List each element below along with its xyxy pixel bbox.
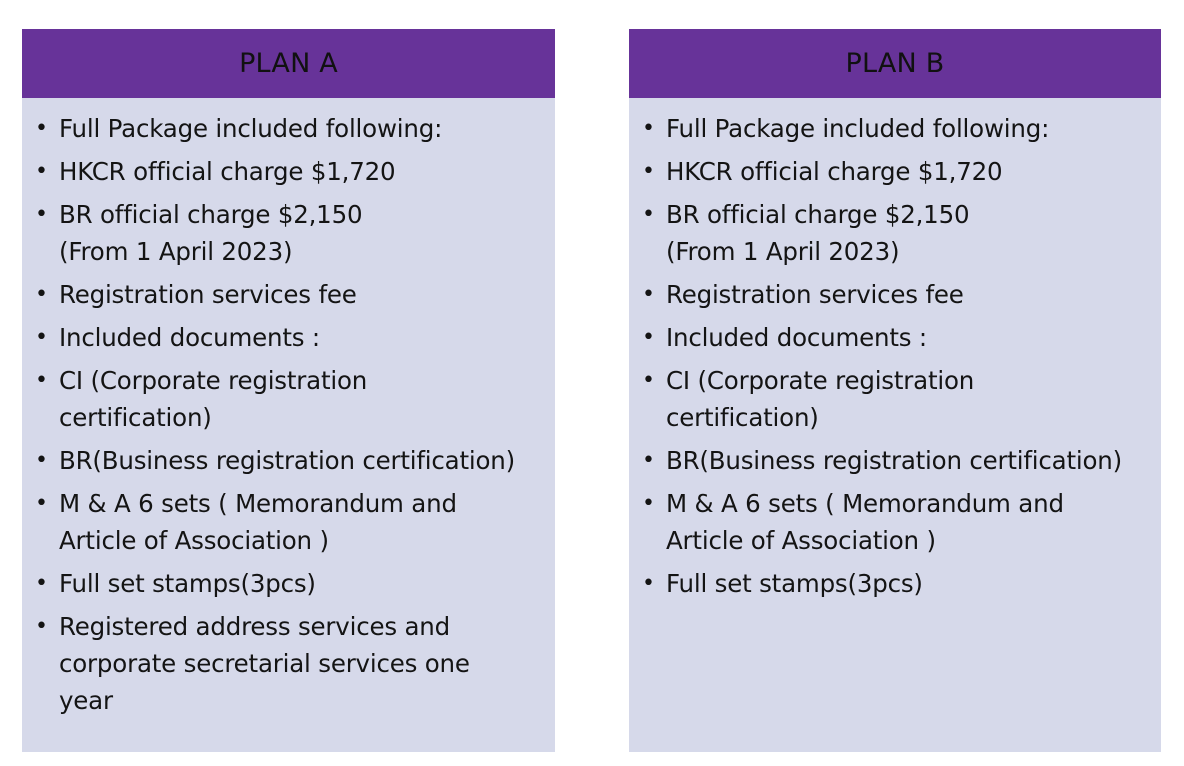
list-item (629, 153, 1161, 190)
bullet-icon: • (642, 491, 655, 516)
bullet-icon: • (35, 571, 48, 596)
list-item-text: Registration services fee (666, 280, 964, 309)
list-item (22, 110, 555, 147)
list-item-text: CI (Corporate registration certification) (59, 366, 368, 432)
list-item (22, 485, 555, 559)
bullet-icon: • (35, 116, 48, 141)
bullet-icon: • (35, 325, 48, 350)
list-item (629, 485, 1161, 559)
list-item (22, 608, 555, 719)
list-item (629, 276, 1161, 313)
bullet-icon: • (642, 202, 655, 227)
plan-a-header: PLAN A (22, 29, 555, 98)
plan-b-header: PLAN B (629, 29, 1161, 98)
list-item-text: Full set stamps(3pcs) (666, 569, 923, 598)
plan-a-feature-list (22, 98, 555, 719)
list-item (629, 319, 1161, 356)
list-item-text: CI (Corporate registration certification) (666, 366, 975, 432)
bullet-icon: • (642, 571, 655, 596)
list-item-text: M & A 6 sets ( Memorandum and Article of Association ) (666, 489, 1064, 555)
list-item-text: BR(Business registration certification) (666, 446, 1122, 475)
plan-b-card (629, 29, 1161, 752)
bullet-icon: • (642, 116, 655, 141)
list-item-text: Full set stamps(3pcs) (59, 569, 316, 598)
list-item (22, 565, 555, 602)
list-item (22, 442, 555, 479)
list-item (22, 362, 555, 436)
bullet-icon: • (35, 491, 48, 516)
list-item-text: HKCR official charge $1,720 (59, 157, 396, 186)
list-item-text: Included documents : (59, 323, 320, 352)
list-item-text: M & A 6 sets ( Memorandum and Article of Association ) (59, 489, 457, 555)
plan-a-card (22, 29, 555, 752)
list-item (22, 276, 555, 313)
list-item (629, 196, 1161, 270)
list-item (629, 442, 1161, 479)
list-item-text: BR official charge $2,150 (From 1 April 2023) (59, 200, 363, 266)
bullet-icon: • (35, 202, 48, 227)
list-item (629, 565, 1161, 602)
list-item (22, 196, 555, 270)
bullet-icon: • (642, 368, 655, 393)
list-item-text: Registration services fee (59, 280, 357, 309)
list-item (22, 319, 555, 356)
list-item-text: BR(Business registration certification) (59, 446, 515, 475)
list-item (629, 110, 1161, 147)
list-item (629, 362, 1161, 436)
list-item-text: Full Package included following: (59, 114, 443, 143)
list-item-text: BR official charge $2,150 (From 1 April 2023) (666, 200, 970, 266)
bullet-icon: • (35, 282, 48, 307)
bullet-icon: • (35, 614, 48, 639)
bullet-icon: • (642, 448, 655, 473)
bullet-icon: • (35, 368, 48, 393)
list-item-text: Registered address services and corporate secretarial services one year (59, 612, 470, 715)
bullet-icon: • (642, 159, 655, 184)
list-item-text: HKCR official charge $1,720 (666, 157, 1003, 186)
plan-b-feature-list (629, 98, 1161, 602)
list-item-text: Included documents : (666, 323, 927, 352)
list-item (22, 153, 555, 190)
bullet-icon: • (35, 159, 48, 184)
bullet-icon: • (35, 448, 48, 473)
bullet-icon: • (642, 282, 655, 307)
bullet-icon: • (642, 325, 655, 350)
list-item-text: Full Package included following: (666, 114, 1050, 143)
